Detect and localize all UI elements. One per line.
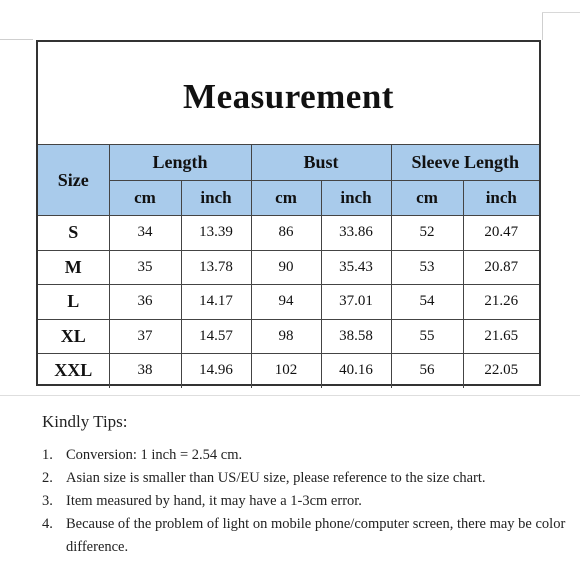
group-header-bust: Bust — [251, 145, 391, 181]
size-cell: M — [38, 250, 109, 285]
table-cell: 14.57 — [181, 319, 251, 354]
unit-header: inch — [463, 181, 539, 216]
table-cell: 38 — [109, 354, 181, 388]
table-cell: 38.58 — [321, 319, 391, 354]
table-cell: 21.26 — [463, 285, 539, 320]
list-item-number: 2. — [42, 470, 53, 486]
list-item — [42, 444, 578, 467]
table-unit-row — [38, 181, 539, 216]
table-row — [38, 354, 539, 388]
table-cell: 36 — [109, 285, 181, 320]
table-row — [38, 250, 539, 285]
group-header-sleeve-length: Sleeve Length — [391, 145, 539, 181]
table-cell: 22.05 — [463, 354, 539, 388]
unit-header: inch — [181, 181, 251, 216]
table-cell: 52 — [391, 216, 463, 251]
edge-line — [542, 12, 580, 13]
size-cell: XXL — [38, 354, 109, 388]
table-header-row — [38, 145, 539, 181]
table-row — [38, 319, 539, 354]
table-cell: 14.17 — [181, 285, 251, 320]
unit-header: inch — [321, 181, 391, 216]
table-cell: 20.87 — [463, 250, 539, 285]
group-header-length: Length — [109, 145, 251, 181]
size-header: Size — [38, 145, 109, 216]
table-cell: 55 — [391, 319, 463, 354]
table-cell: 13.78 — [181, 250, 251, 285]
list-item-text: Item measured by hand, it may have a 1-3cm error. — [66, 493, 362, 509]
table-cell: 34 — [109, 216, 181, 251]
table-cell: 90 — [251, 250, 321, 285]
table-cell: 98 — [251, 319, 321, 354]
table-cell: 35.43 — [321, 250, 391, 285]
edge-line — [542, 12, 543, 40]
table-cell: 14.96 — [181, 354, 251, 388]
table-cell: 35 — [109, 250, 181, 285]
table-cell: 54 — [391, 285, 463, 320]
list-item — [42, 467, 578, 490]
list-item-number: 4. — [42, 516, 53, 532]
unit-header: cm — [109, 181, 181, 216]
table-row — [38, 216, 539, 251]
table-cell: 40.16 — [321, 354, 391, 388]
list-item-number: 1. — [42, 447, 53, 463]
unit-header: cm — [391, 181, 463, 216]
list-item-text: Asian size is smaller than US/EU size, please reference to the size chart. — [66, 470, 486, 486]
table-cell: 86 — [251, 216, 321, 251]
chart-title: Measurement — [183, 77, 394, 116]
tips-title: Kindly Tips: — [42, 412, 128, 431]
table-cell: 56 — [391, 354, 463, 388]
table-cell: 37 — [109, 319, 181, 354]
tips-section — [42, 412, 578, 559]
edge-line — [0, 39, 33, 40]
table-cell: 33.86 — [321, 216, 391, 251]
section-divider — [0, 395, 580, 396]
chart-title-area — [38, 42, 539, 145]
table-row — [38, 285, 539, 320]
unit-header: cm — [251, 181, 321, 216]
size-cell: L — [38, 285, 109, 320]
list-item-text: Because of the problem of light on mobile phone/computer screen, there may be color difference. — [66, 516, 566, 555]
list-item — [42, 490, 578, 513]
size-chart — [36, 40, 541, 386]
table-cell: 20.47 — [463, 216, 539, 251]
list-item-number: 3. — [42, 493, 53, 509]
size-table — [38, 145, 539, 388]
table-cell: 53 — [391, 250, 463, 285]
table-cell: 94 — [251, 285, 321, 320]
table-cell: 21.65 — [463, 319, 539, 354]
table-cell: 13.39 — [181, 216, 251, 251]
size-cell: S — [38, 216, 109, 251]
table-cell: 102 — [251, 354, 321, 388]
list-item-text: Conversion: 1 inch = 2.54 cm. — [66, 447, 243, 463]
tips-list — [42, 444, 578, 559]
size-cell: XL — [38, 319, 109, 354]
list-item — [42, 513, 578, 559]
table-cell: 37.01 — [321, 285, 391, 320]
